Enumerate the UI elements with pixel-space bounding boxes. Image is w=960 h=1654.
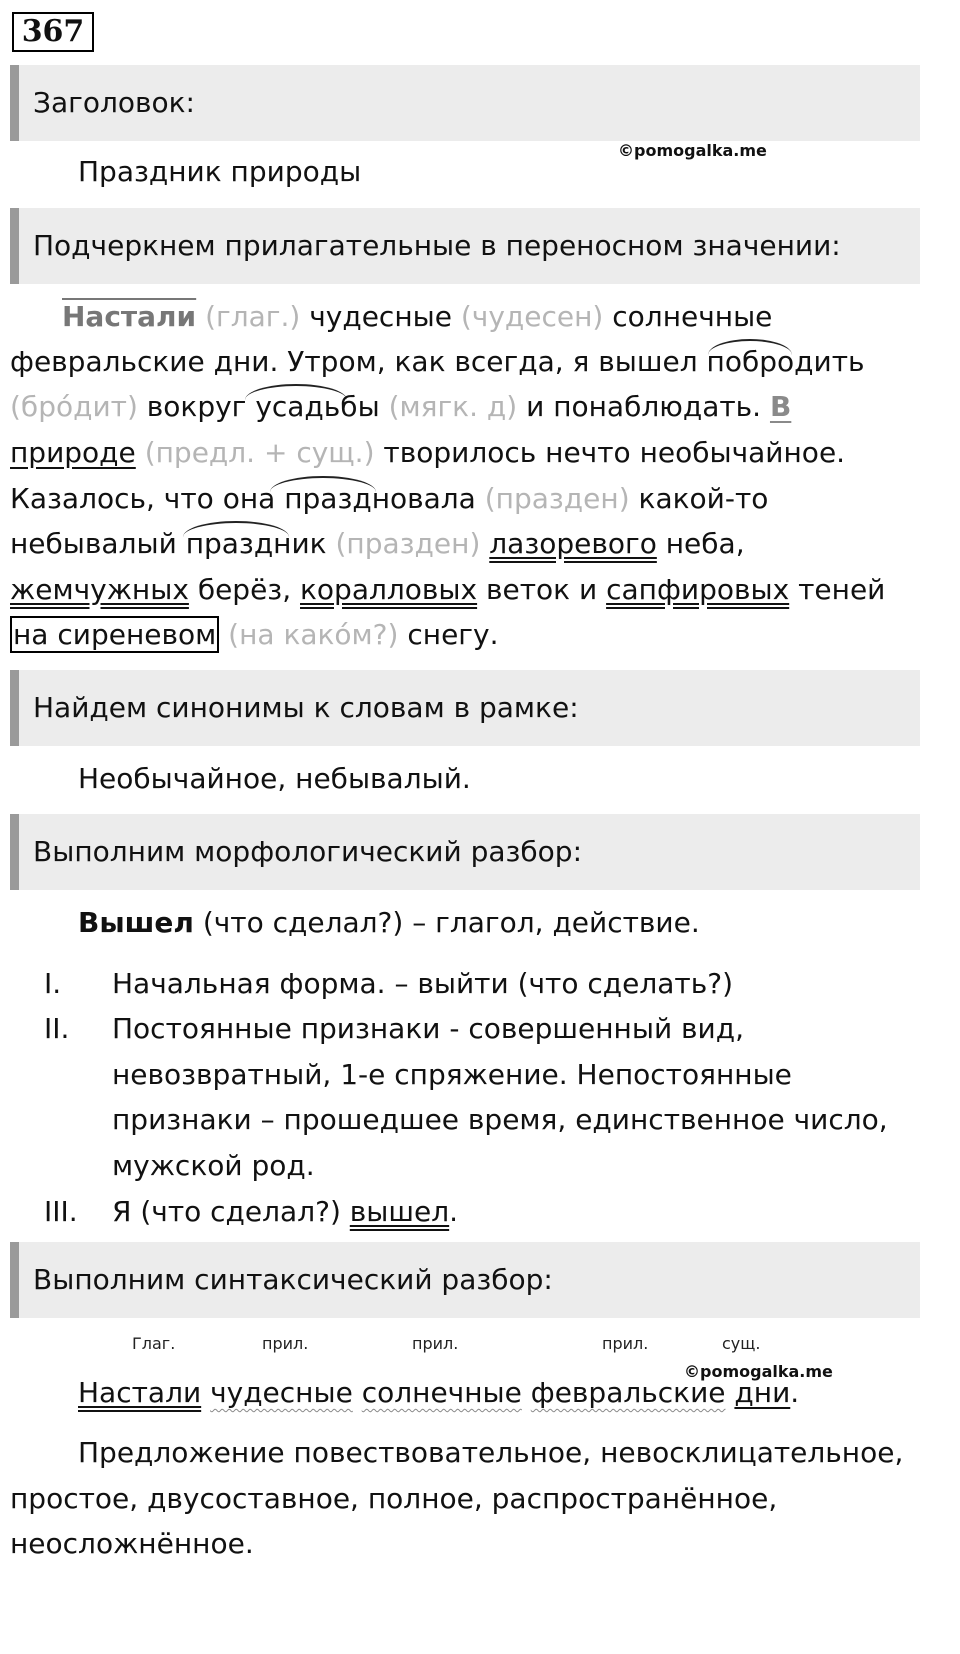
pos-label: прил. bbox=[602, 1334, 649, 1353]
attribute: чудесные bbox=[210, 1376, 353, 1409]
word-nastali: Настали bbox=[62, 300, 197, 333]
text-line-3: (бро́дит) вокруг усадьбы (мягк. д) и понаблюдать. В bbox=[10, 390, 792, 423]
root-arc bbox=[183, 521, 289, 537]
morph-item-2-line-4: мужской род. bbox=[112, 1149, 315, 1182]
section-heading-morphology: Выполним морфологический разбор: bbox=[10, 814, 920, 890]
text-line-1: Настали (глаг.) чудесные (чудесен) солнечные bbox=[62, 300, 773, 333]
section-heading-synonyms: Найдем синонимы к словам в рамке: bbox=[10, 670, 920, 746]
section-heading-syntax: Выполним синтаксический разбор: bbox=[10, 1242, 920, 1318]
framed-ending: на сиреневом bbox=[10, 616, 219, 653]
title-answer: Праздник природы bbox=[78, 155, 362, 188]
morph-marker-3: III. bbox=[44, 1195, 78, 1228]
pos-label: прил. bbox=[412, 1334, 459, 1353]
root-arc bbox=[270, 476, 376, 492]
morph-item-1: Начальная форма. – выйти (что сделать?) bbox=[112, 967, 734, 1000]
pos-label: Глаг. bbox=[132, 1334, 176, 1353]
pos-label: сущ. bbox=[722, 1334, 761, 1353]
morph-item-2-line-2: невозвратный, 1-е спряжение. Непостоянные bbox=[112, 1058, 792, 1091]
morph-item-2-line-1: Постоянные признаки - совершенный вид, bbox=[112, 1012, 745, 1045]
attribute: февральские bbox=[530, 1376, 726, 1409]
morph-item-3: Я (что сделал?) вышел. bbox=[112, 1195, 459, 1228]
syntax-description-line-3: неосложнённое. bbox=[10, 1527, 254, 1560]
syntax-description-line-2: простое, двусоставное, полное, распространённое, bbox=[10, 1482, 778, 1515]
syntax-sentence: Настали чудесные солнечные февральские дни. bbox=[78, 1376, 800, 1409]
watermark-top: ©pomogalka.me bbox=[618, 141, 767, 160]
text-line-2: февральские дни. Утром, как всегда, я вышел побродить bbox=[10, 345, 865, 378]
attribute: солнечные bbox=[361, 1376, 522, 1409]
predicate-vyshel: вышел bbox=[349, 1195, 450, 1228]
text-line-5: Казалось, что она праздновала (празден) какой-то bbox=[10, 482, 769, 515]
exercise-number: 367 bbox=[12, 12, 94, 52]
text-line-8: на сиреневом (на како́м?) снегу. bbox=[10, 618, 498, 651]
subject: дни bbox=[734, 1376, 791, 1409]
morph-item-2-line-3: признаки – прошедшее время, единственное число, bbox=[112, 1103, 888, 1136]
predicate: Настали bbox=[78, 1376, 202, 1409]
pos-label: прил. bbox=[262, 1334, 309, 1353]
text-line-4: природе (предл. + сущ.) творилось нечто необычайное. bbox=[10, 436, 846, 469]
syntax-description-line-1: Предложение повествовательное, невосклицательное, bbox=[78, 1436, 904, 1469]
synonyms-answer: Необычайное, небывалый. bbox=[78, 762, 471, 795]
text-line-6: небывалый праздник (празден) лазоревого неба, bbox=[10, 527, 745, 560]
root-arc bbox=[245, 384, 347, 400]
morph-intro: Вышел (что сделал?) – глагол, действие. bbox=[78, 906, 700, 939]
section-heading-adjectives: Подчеркнем прилагательные в переносном значении: bbox=[10, 208, 920, 284]
morph-marker-2: II. bbox=[44, 1012, 70, 1045]
morph-marker-1: I. bbox=[44, 967, 62, 1000]
section-heading-title: Заголовок: bbox=[10, 65, 920, 141]
watermark-bottom: ©pomogalka.me bbox=[684, 1362, 833, 1381]
morph-word: Вышел bbox=[78, 906, 194, 939]
text-line-7: жемчужных берёз, коралловых веток и сапфировых теней bbox=[10, 573, 886, 606]
root-arc bbox=[708, 339, 792, 355]
